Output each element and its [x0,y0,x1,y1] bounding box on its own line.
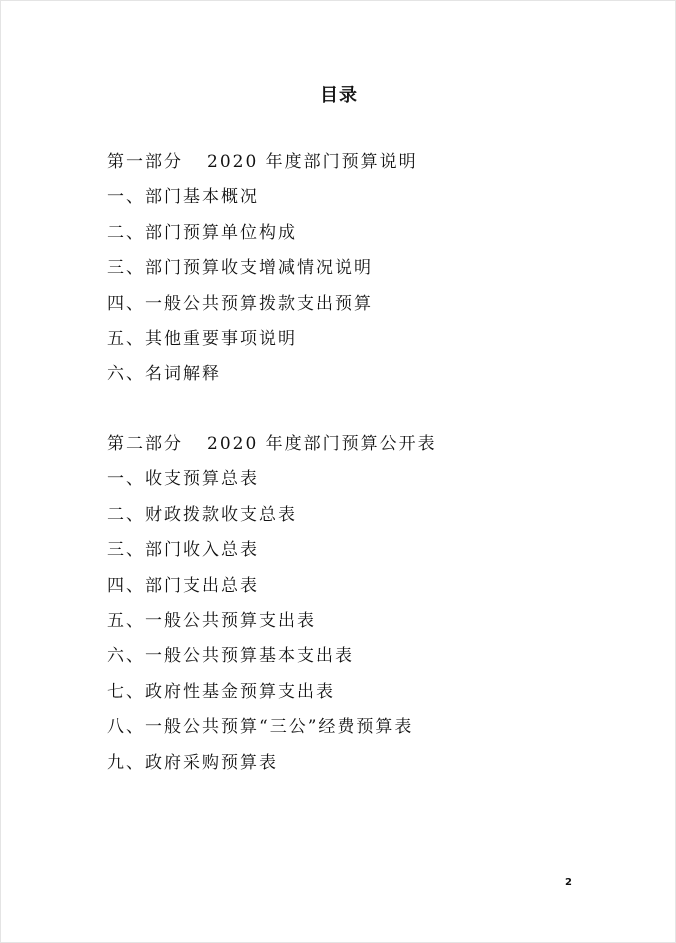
part1-heading [107,145,418,180]
part1-number: 第一部分 [107,152,183,172]
toc-item: 一、收支预算总表 [107,469,259,490]
toc-item: 八、一般公共预算“三公”经费预算表 [107,717,414,738]
toc-item: 六、一般公共预算基本支出表 [107,646,354,667]
toc-item: 二、部门预算单位构成 [107,222,297,243]
part2-heading [107,427,437,462]
toc-item: 三、部门收入总表 [107,540,259,561]
page-number: 2 [565,877,572,888]
toc-item: 二、财政拨款收支总表 [107,504,297,525]
part2-number: 第二部分 [107,434,183,454]
part2-section [107,427,437,781]
toc-title: 目录 [320,85,358,106]
toc-item: 九、政府采购预算表 [107,752,278,773]
toc-item: 七、政府性基金预算支出表 [107,681,335,702]
toc-item: 六、名词解释 [107,364,221,385]
part2-heading-text: 2020 年度部门预算公开表 [207,434,437,454]
part1-heading-text: 2020 年度部门预算说明 [207,152,418,172]
toc-item: 四、部门支出总表 [107,575,259,596]
toc-item: 四、一般公共预算拨款支出预算 [107,293,373,314]
toc-item: 五、一般公共预算支出表 [107,610,316,631]
toc-item: 一、部门基本概况 [107,187,259,208]
toc-item: 五、其他重要事项说明 [107,328,297,349]
toc-item: 三、部门预算收支增减情况说明 [107,258,373,279]
part1-section [107,145,418,393]
